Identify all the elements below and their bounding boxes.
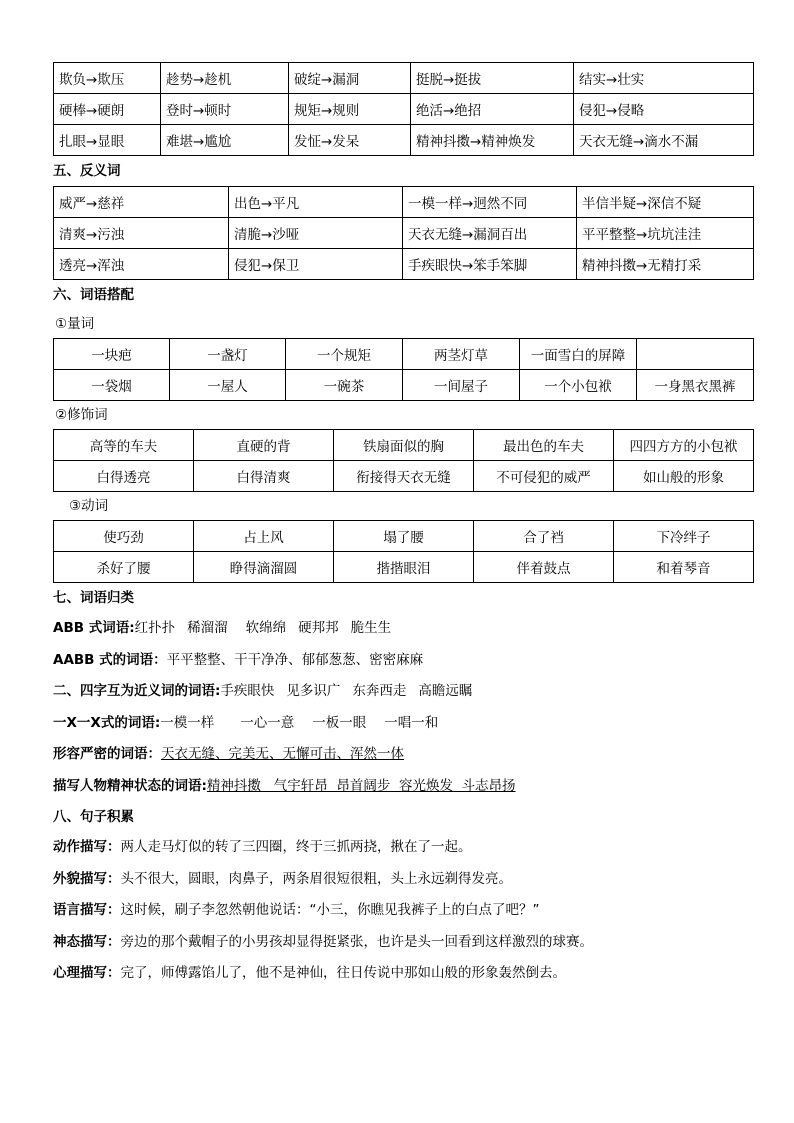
synonym-cell: 发怔→发呆 (289, 125, 411, 156)
sentence-line (53, 832, 753, 864)
verb-cell: 使巧劲 (54, 521, 194, 552)
synonym-cell: 登时→顿时 (161, 94, 289, 125)
synonym-row (54, 94, 754, 125)
modifier-cell: 不可侵犯的威严 (474, 461, 614, 492)
synonym-cell: 侵犯→侵略 (574, 94, 754, 125)
modifier-row (54, 461, 754, 492)
yi-word: 一板一眼 (312, 714, 367, 731)
antonym-table (53, 186, 754, 280)
antonym-cell: 半信半疑→深信不疑 (577, 187, 754, 218)
synonym-word: 手疾眼快 (220, 683, 275, 699)
synonym-table (53, 62, 754, 156)
section-6-title: 六、词语搭配 (53, 287, 134, 303)
measure-word-cell: 一间屋子 (403, 370, 520, 401)
yi-word: 一唱一和 (384, 714, 439, 731)
antonym-row (54, 218, 754, 249)
verb-row (54, 521, 754, 552)
measure-word-cell: 一盏灯 (170, 339, 286, 370)
aabb-line (53, 645, 753, 677)
worksheet-page (53, 62, 753, 990)
sentence-line (53, 895, 753, 927)
synonym-cell: 难堪→尴尬 (161, 125, 289, 156)
sentence-line (53, 927, 753, 959)
modifier-cell: 白得透亮 (54, 461, 194, 492)
verb-cell: 揩揩眼泪 (334, 552, 474, 583)
section-8-title: 八、句子积累 (53, 809, 134, 825)
synonym-cell: 硬棒→硬朗 (54, 94, 161, 125)
modifier-cell: 如山般的形象 (614, 461, 754, 492)
antonym-cell: 清脆→沙哑 (229, 218, 403, 249)
measure-word-cell: 两茎灯草 (403, 339, 520, 370)
measure-word-table (53, 338, 754, 401)
spirit-words-line (53, 771, 753, 803)
verb-cell: 伴着鼓点 (474, 552, 614, 583)
section-7-title: 七、词语归类 (53, 590, 134, 606)
yi-word: 一模一样 (160, 714, 215, 731)
sentence-text: 头不很大，圆眼，肉鼻子，两条眉很短很粗，头上永远剃得发亮。 (120, 870, 512, 887)
modifier-title: ②修饰词 (55, 407, 108, 423)
sentence-label: 心理描写： (53, 965, 121, 981)
synonym-word: 高瞻远瞩 (418, 683, 473, 699)
aabb-label: AABB 式的词语： (53, 651, 167, 668)
antonym-cell: 平平整整→坑坑洼洼 (577, 218, 754, 249)
measure-word-cell: 一身黑衣黑裤 (637, 370, 754, 401)
antonym-cell: 一模一样→迥然不同 (403, 187, 577, 218)
verb-cell: 睁得滴溜圆 (194, 552, 334, 583)
abb-word: 脆生生 (350, 620, 392, 636)
measure-word-cell: 一碗茶 (286, 370, 403, 401)
synonym-cell: 绝活→绝招 (411, 94, 574, 125)
antonym-cell: 侵犯→保卫 (229, 249, 403, 280)
synonym-cell: 破绽→漏洞 (289, 63, 411, 94)
abb-word: 软绵绵 (245, 620, 287, 636)
abb-line (53, 613, 753, 645)
verb-cell: 塌了腰 (334, 521, 474, 552)
aabb-text: 平平整整、干干净净、郁郁葱葱、密密麻麻 (166, 651, 424, 668)
verb-title: ③动词 (69, 498, 109, 514)
four-char-synonym-line (53, 676, 753, 708)
modifier-cell: 白得清爽 (194, 461, 334, 492)
sentence-label: 动作描写： (53, 839, 121, 855)
verb-row (54, 552, 754, 583)
modifier-cell: 铁扇面似的胸 (334, 430, 474, 461)
measure-word-cell: 一块疤 (54, 339, 170, 370)
antonym-cell: 手疾眼快→笨手笨脚 (403, 249, 577, 280)
sentence-text: 完了，师傅露馅儿了，他不是神仙，往日传说中那如山般的形象轰然倒去。 (120, 965, 566, 981)
verb-cell: 合了裆 (474, 521, 614, 552)
spirit-label: 描写人物精神状态的词语: (53, 777, 207, 794)
sentence-text: 旁边的那个戴帽子的小男孩却显得挺紧张，也许是头一回看到这样激烈的球赛。 (120, 933, 593, 950)
synonym-cell: 规矩→规则 (289, 94, 411, 125)
synonym-cell: 挺脱→挺拔 (411, 63, 574, 94)
synonym-cell: 趁势→趁机 (161, 63, 289, 94)
measure-word-cell: 一屋人 (170, 370, 286, 401)
synonym-cell: 欺负→欺压 (54, 63, 161, 94)
sentence-label: 外貌描写： (53, 870, 121, 887)
sentence-label: 语言描写： (53, 902, 121, 918)
antonym-cell: 威严→慈祥 (54, 187, 229, 218)
synonym-row (54, 63, 754, 94)
synonym-word: 见多识广 (286, 683, 341, 699)
verb-cell: 和着琴音 (614, 552, 754, 583)
sentence-label: 神态描写： (53, 933, 121, 950)
measure-word-cell: 一个规矩 (286, 339, 403, 370)
yi-label: 一X一X式的词语: (53, 714, 161, 731)
verb-table (53, 520, 754, 583)
synonym-cell: 扎眼→显眼 (54, 125, 161, 156)
abb-word: 红扑扑 (134, 620, 176, 636)
verb-cell: 下冷绊子 (614, 521, 754, 552)
verb-cell: 杀好了腰 (54, 552, 194, 583)
antonym-cell: 清爽→污浊 (54, 218, 229, 249)
modifier-row (54, 430, 754, 461)
measure-word-title: ①量词 (55, 316, 95, 332)
synonym-row (54, 125, 754, 156)
spirit-text: 精神抖擞 气宇轩昂 昂首阔步 容光焕发 斗志昂扬 (206, 777, 516, 794)
measure-word-cell: 一袋烟 (54, 370, 170, 401)
strict-words-line (53, 739, 753, 771)
synonym-cell: 精神抖擞→精神焕发 (411, 125, 574, 156)
measure-word-cell (637, 339, 754, 370)
yi-x-yi-x-line (53, 708, 753, 740)
abb-label: ABB 式词语: (53, 620, 135, 636)
measure-word-cell: 一个小包袱 (520, 370, 637, 401)
synonym-cell: 天衣无缝→滴水不漏 (574, 125, 754, 156)
synonym-word: 东奔西走 (352, 683, 407, 699)
section-5-title: 五、反义词 (53, 163, 121, 179)
yi-word: 一心一意 (240, 714, 295, 731)
measure-word-row (54, 339, 754, 370)
antonym-cell: 透亮→浑浊 (54, 249, 229, 280)
verb-cell: 占上风 (194, 521, 334, 552)
measure-word-cell: 一面雪白的屏障 (520, 339, 637, 370)
synonym-label: 二、四字互为近义词的词语: (53, 683, 221, 699)
modifier-cell: 高等的车夫 (54, 430, 194, 461)
antonym-row (54, 187, 754, 218)
sentence-line (53, 864, 753, 896)
sentence-line (53, 958, 753, 990)
abb-word: 稀溜溜 (187, 620, 228, 636)
modifier-cell: 四四方方的小包袱 (614, 430, 754, 461)
modifier-cell: 最出色的车夫 (474, 430, 614, 461)
antonym-cell: 精神抖擞→无精打采 (577, 249, 754, 280)
synonym-cell: 结实→壮实 (574, 63, 754, 94)
sentence-text: 两人走马灯似的转了三四圈，终于三抓两挠，揪在了一起。 (120, 839, 472, 855)
modifier-cell: 衔接得天衣无缝 (334, 461, 474, 492)
modifier-table (53, 429, 754, 492)
strict-label: 形容严密的词语： (53, 746, 161, 762)
strict-text: 天衣无缝、完美无、无懈可击、浑然一体 (161, 746, 404, 762)
abb-word: 硬邦邦 (298, 620, 339, 636)
modifier-cell: 直硬的背 (194, 430, 334, 461)
sentence-text: 这时候，刷子李忽然朝他说话：“小三，你瞧见我裤子上的白点了吧？” (120, 902, 540, 918)
antonym-cell: 出色→平凡 (229, 187, 403, 218)
antonym-cell: 天衣无缝→漏洞百出 (403, 218, 577, 249)
measure-word-row (54, 370, 754, 401)
antonym-row (54, 249, 754, 280)
